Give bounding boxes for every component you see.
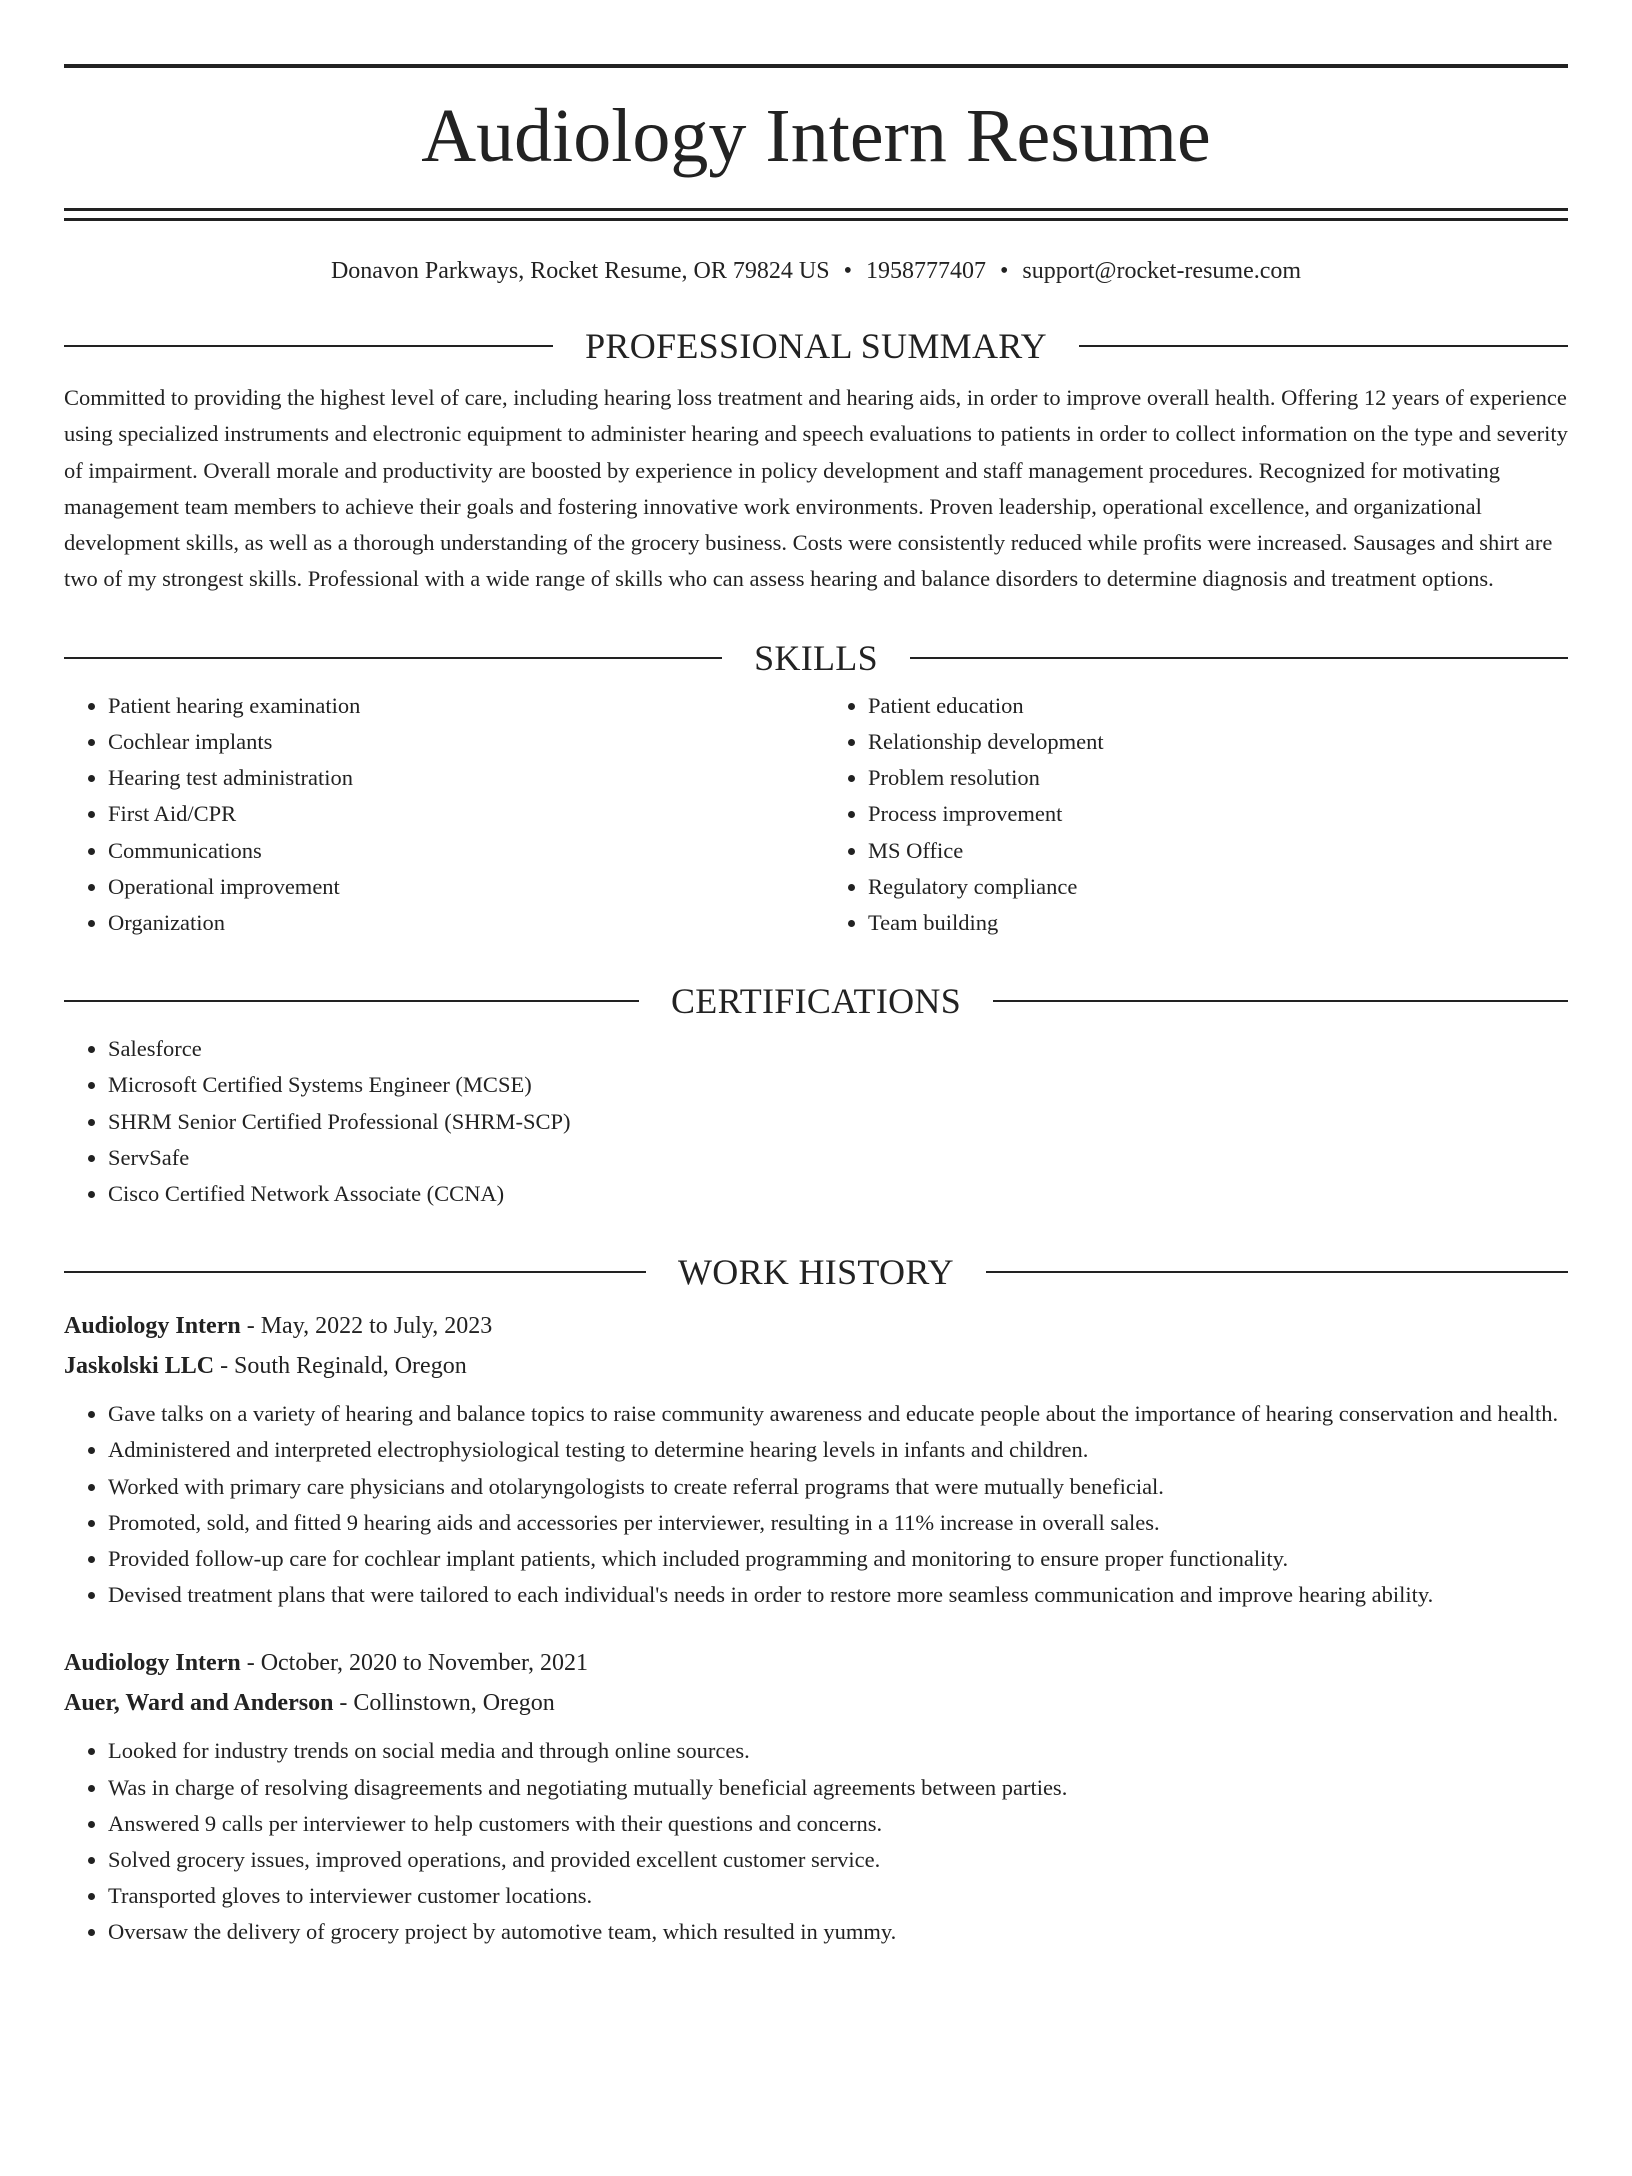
job-entry (64, 1643, 1568, 1950)
job-title: Audiology Intern (64, 1650, 241, 1677)
certification-item: • Cisco Certified Network Associate (CCNA) (108, 1176, 1568, 1212)
contact-phone: 1958777407 (865, 258, 986, 284)
skill-item: • Communications (108, 833, 816, 869)
heading-rule-right (993, 1000, 1568, 1002)
job-title-line (64, 1643, 1568, 1683)
job-bullet: • Answered 9 calls per interviewer to help customers with their questions and concerns. (108, 1806, 1568, 1842)
contact-email: support@rocket-resume.com (1022, 258, 1302, 284)
job-bullet: • Was in charge of resolving disagreements and negotiating mutually beneficial agreements between parties. (108, 1770, 1568, 1806)
heading-rule-right (1079, 345, 1568, 347)
contact-separator: • (999, 258, 1009, 284)
skills-column-left (64, 688, 816, 941)
job-company-line (64, 1346, 1568, 1386)
contact-separator: • (843, 258, 852, 284)
job-bullet: • Looked for industry trends on social media and through online sources. (108, 1733, 1568, 1769)
skill-item: • Relationship development (868, 724, 1568, 760)
work-history-heading-label: WORK HISTORY (678, 1252, 954, 1293)
skills-heading-label: SKILLS (754, 637, 878, 678)
skill-item: • Regulatory compliance (868, 869, 1568, 905)
skill-item: • Cochlear implants (108, 724, 816, 760)
title-double-rule (64, 208, 1568, 221)
job-location: - Collinstown, Oregon (333, 1690, 555, 1717)
job-title: Audiology Intern (64, 1313, 241, 1340)
heading-rule-left (64, 345, 553, 347)
job-bullet: • Provided follow-up care for cochlear implant patients, which included programming and monitoring to ensure proper functionality. (108, 1541, 1568, 1577)
page-title: Audiology Intern Resume (421, 94, 1211, 178)
heading-rule-right (910, 657, 1568, 659)
job-bullets (64, 1733, 1568, 1950)
top-rule (64, 64, 1568, 68)
job-company: Auer, Ward and Anderson (64, 1690, 334, 1717)
job-bullet: • Gave talks on a variety of hearing and balance topics to raise community awareness and educate people about the importance of hearing conservation and health. (108, 1396, 1568, 1432)
job-bullets (64, 1396, 1568, 1613)
certification-item: • SHRM Senior Certified Professional (SHRM-SCP) (108, 1104, 1568, 1140)
skill-item: • First Aid/CPR (108, 796, 816, 832)
certifications-heading-label: CERTIFICATIONS (670, 981, 962, 1022)
job-bullet: • Promoted, sold, and fitted 9 hearing aids and accessories per interviewer, resulting in a 11% increase in overall sales. (108, 1505, 1568, 1541)
work-history-heading (64, 1252, 1568, 1292)
job-bullet: • Oversaw the delivery of grocery project by automotive team, which resulted in yummy. (108, 1914, 1568, 1950)
summary-text: Committed to providing the highest level of care, including hearing loss treatment and hearing aids, in order to improve overall health. Offering 12 years of experience using specialized instruments and electronic equipment to administer hearing and speech evaluations to patients in order to collect information on the type and severity of impairment. Overall morale and productivity are boosted by experience in policy development and staff management procedures. Recognized for motivating management team members to achieve their goals and fostering innovative work environments. Proven leadership, operational excellence, and organizational development skills, as well as a thorough understanding of the grocery business. Costs were consistently reduced while profits were increased. Sausages and shirt are two of my strongest skills. Professional with a wide range of skills who can assess hearing and balance disorders to determine diagnosis and treatment options. (64, 385, 1568, 592)
skill-item: • Patient education (868, 688, 1568, 724)
certification-item: • ServSafe (108, 1140, 1568, 1176)
summary-heading (64, 326, 1568, 366)
job-bullet: • Transported gloves to interviewer customer locations. (108, 1878, 1568, 1914)
certifications-heading (64, 981, 1568, 1021)
job-title-line (64, 1306, 1568, 1346)
heading-rule-left (64, 1000, 639, 1002)
job-entry (64, 1306, 1568, 1613)
certification-item: • Microsoft Certified Systems Engineer (MCSE) (108, 1067, 1568, 1103)
skill-item: • Hearing test administration (108, 760, 816, 796)
heading-rule-left (64, 657, 722, 659)
job-bullet: • Administered and interpreted electrophysiological testing to determine hearing levels in infants and children. (108, 1432, 1568, 1468)
skill-item: • MS Office (868, 833, 1568, 869)
skill-item: • Patient hearing examination (108, 688, 816, 724)
skills-heading (64, 638, 1568, 678)
job-bullet: • Devised treatment plans that were tailored to each individual's needs in order to restore more seamless communication and improve hearing ability. (108, 1577, 1568, 1613)
skill-item: • Problem resolution (868, 760, 1568, 796)
heading-rule-left (64, 1271, 646, 1273)
job-dates: - May, 2022 to July, 2023 (240, 1313, 493, 1340)
certifications-list (64, 1031, 1568, 1212)
job-location: - South Reginald, Oregon (214, 1353, 467, 1380)
job-dates: - October, 2020 to November, 2021 (240, 1650, 589, 1677)
job-bullet: • Worked with primary care physicians and otolaryngologists to create referral programs that were mutually beneficial. (108, 1469, 1568, 1505)
job-bullet: • Solved grocery issues, improved operations, and provided excellent customer service. (108, 1842, 1568, 1878)
skill-item: • Process improvement (868, 796, 1568, 832)
resume-page (0, 64, 1632, 2176)
heading-rule-right (986, 1271, 1568, 1273)
job-company: Jaskolski LLC (64, 1353, 215, 1380)
contact-address: Donavon Parkways, Rocket Resume, OR 79824 US (330, 258, 830, 284)
job-company-line (64, 1683, 1568, 1723)
skills-list (64, 688, 1568, 941)
summary-heading-label: PROFESSIONAL SUMMARY (585, 326, 1047, 366)
skills-column-right (816, 688, 1568, 941)
skill-item: • Team building (868, 905, 1568, 941)
contact-line (64, 256, 1568, 286)
skill-item: • Operational improvement (108, 869, 816, 905)
certification-item: • Salesforce (108, 1031, 1568, 1067)
skill-item: • Organization (108, 905, 816, 941)
